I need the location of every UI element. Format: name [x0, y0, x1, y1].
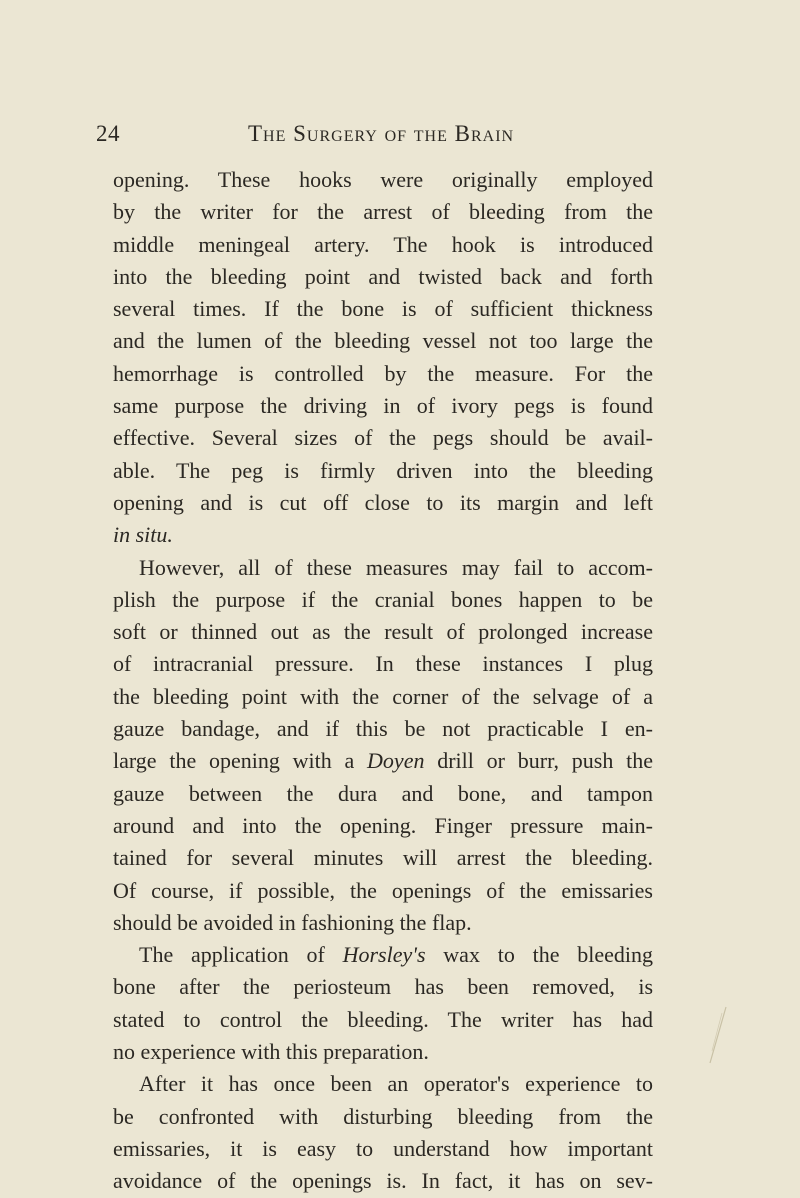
- italic-phrase: Horsley's: [342, 942, 426, 968]
- text-line-with-italic: [113, 745, 653, 777]
- pencil-mark-icon: [706, 1005, 730, 1067]
- text-line: tained for several minutes will arrest the bleeding.: [113, 845, 653, 871]
- text-run: drill or burr, push the: [424, 748, 654, 774]
- text-line-with-italic: [113, 939, 653, 971]
- text-line: of intracranial pressure. In these instances I plug: [113, 651, 653, 677]
- text-line: soft or thinned out as the result of prolonged increase: [113, 619, 653, 645]
- italic-phrase: Doyen: [367, 748, 425, 774]
- text-line: avoidance of the openings is. In fact, it has on sev-: [113, 1168, 653, 1194]
- text-line: opening and is cut off close to its margin and left: [113, 489, 653, 515]
- paragraph-4: [113, 1068, 653, 1197]
- text-line: and the lumen of the bleeding vessel not too large the: [113, 328, 653, 354]
- text-line: around and into the opening. Finger pressure main-: [113, 812, 653, 838]
- text-line: gauze between the dura and bone, and tampon: [113, 780, 653, 806]
- text-run: large the opening with a: [113, 748, 368, 774]
- text-line: the bleeding point with the corner of the selvage of a: [113, 683, 653, 709]
- text-line: no experience with this preparation.: [113, 1039, 429, 1065]
- text-line: Of course, if possible, the openings of the emissaries: [113, 877, 653, 903]
- text-line: by the writer for the arrest of bleeding from the: [113, 199, 653, 225]
- text-line-italic: [113, 519, 653, 551]
- text-run: wax to the bleeding: [425, 942, 653, 968]
- text-line: should be avoided in fashioning the flap.: [113, 909, 472, 935]
- paragraph-3: [113, 939, 653, 1068]
- running-title: The Surgery of the Brain: [248, 121, 515, 146]
- text-line: same purpose the driving in of ivory pegs is found: [113, 393, 653, 419]
- text-line: into the bleeding point and twisted back and forth: [113, 263, 653, 289]
- paragraph-1: [113, 164, 653, 552]
- text-line: effective. Several sizes of the pegs should be avail-: [113, 425, 653, 451]
- text-line: middle meningeal artery. The hook is introduced: [113, 231, 653, 257]
- text-line: opening. These hooks were originally employed: [113, 167, 653, 192]
- page-number: 24: [96, 121, 120, 146]
- italic-phrase: in situ.: [113, 522, 173, 548]
- text-line: plish the purpose if the cranial bones happen to be: [113, 586, 653, 612]
- text-line: After it has once been an operator's experience to: [139, 1071, 653, 1097]
- text-line: However, all of these measures may fail to accom-: [139, 554, 653, 580]
- text-line: emissaries, it is easy to understand how important: [113, 1135, 653, 1161]
- text-line: hemorrhage is controlled by the measure. For the: [113, 360, 653, 386]
- text-line: stated to control the bleeding. The writer has had: [113, 1006, 653, 1032]
- text-line: bone after the periosteum has been removed, is: [113, 974, 653, 1000]
- running-head: [96, 121, 716, 151]
- paragraph-2: [113, 552, 653, 940]
- body-text: [113, 164, 653, 1198]
- text-line: able. The peg is firmly driven into the bleeding: [113, 457, 653, 483]
- text-line: gauze bandage, and if this be not practicable I en-: [113, 716, 653, 742]
- text-run: The application of: [139, 942, 343, 968]
- text-line: be confronted with disturbing bleeding from the: [113, 1103, 653, 1129]
- text-line: several times. If the bone is of sufficient thickness: [113, 296, 653, 322]
